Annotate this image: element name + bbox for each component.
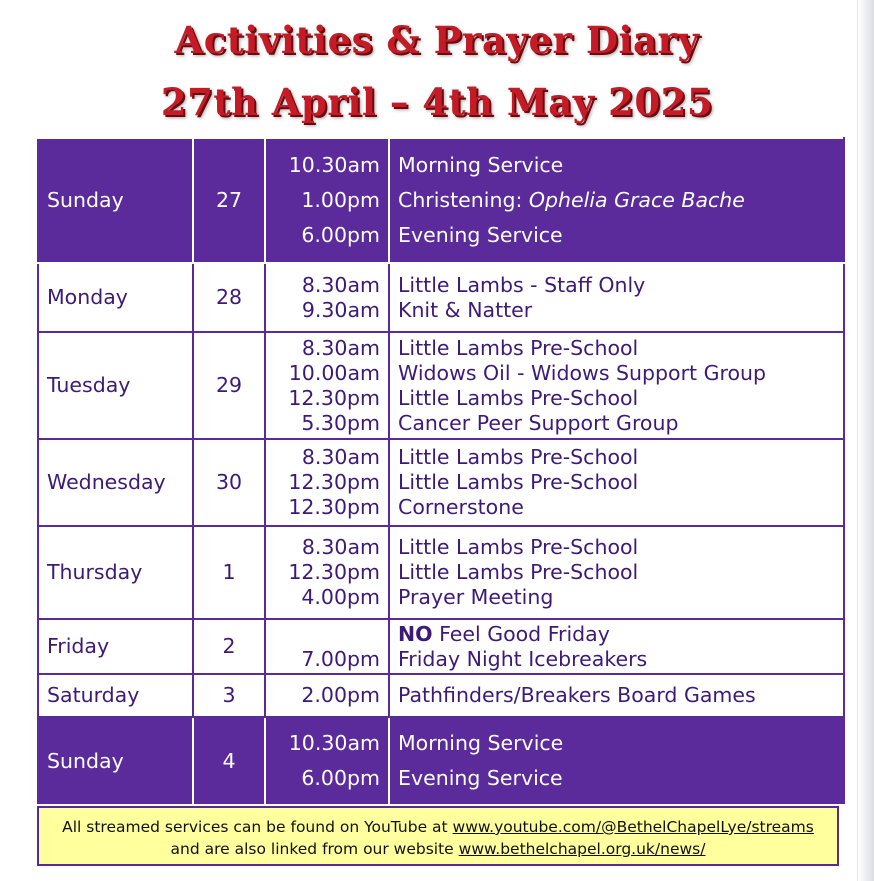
activity-entry: Little Lambs - Staff Only [398, 272, 646, 297]
time-entry: 8.30am [301, 335, 380, 360]
activity-entry: Little Lambs Pre-School [398, 445, 639, 469]
time-entry: 12.30pm [288, 560, 380, 584]
time-entry: 8.30am [301, 272, 380, 297]
time-cell [265, 619, 389, 674]
time-cell [265, 138, 389, 263]
footer-text-1: All streamed services can be found on YouTube at [62, 818, 453, 836]
table-row-tuesday-29 [38, 332, 844, 439]
activity-entry: Little Lambs Pre-School [398, 535, 639, 559]
date-cell: 28 [193, 263, 265, 332]
activity-entry: Little Lambs Pre-School [398, 335, 639, 360]
time-entry: 12.30pm [288, 470, 380, 494]
time-entry: 12.30pm [288, 495, 380, 519]
time-entry: 9.30am [301, 297, 380, 322]
activity-entry: Prayer Meeting [398, 585, 554, 609]
time-cell [265, 674, 389, 717]
activity-rest: Feel Good Friday [432, 621, 610, 646]
activity-entry: Cornerstone [398, 495, 524, 519]
time-entry: 7.00pm [301, 646, 380, 671]
diary-table [37, 137, 845, 806]
activity-cell [389, 717, 844, 805]
activity-entry: Friday Night Icebreakers [398, 646, 648, 671]
activity-entry: Pathfinders/Breakers Board Games [398, 683, 756, 707]
no-emphasis: NO [398, 621, 433, 646]
website-link[interactable]: www.bethelchapel.org.uk/news/ [458, 840, 706, 858]
time-entry: 2.00pm [301, 683, 380, 707]
date-cell: 29 [193, 332, 265, 439]
time-entry: 1.00pm [301, 188, 380, 212]
day-cell: Friday [38, 619, 193, 674]
date-cell: 27 [193, 138, 265, 263]
date-cell: 4 [193, 717, 265, 805]
date-cell: 1 [193, 526, 265, 619]
time-entry: 8.30am [301, 445, 380, 469]
time-cell [265, 332, 389, 439]
date-cell: 2 [193, 619, 265, 674]
time-entry: 10.00am [288, 360, 380, 385]
activity-entry [398, 183, 835, 218]
day-cell: Saturday [38, 674, 193, 717]
activity-cell [389, 526, 844, 619]
table-row-friday-2 [38, 619, 844, 674]
activity-entry: Morning Service [398, 731, 564, 755]
activity-cell [389, 439, 844, 526]
activity-entry: Evening Service [398, 223, 563, 247]
activity-cell [389, 619, 844, 674]
activity-entry: Morning Service [398, 153, 564, 177]
footer-text-2: and are also linked from our website [170, 840, 459, 858]
activity-cell [389, 138, 844, 263]
activity-entry: Cancer Peer Support Group [398, 410, 679, 435]
date-range-title: 27th April – 4th May 2025 [160, 80, 714, 124]
activity-cell [389, 332, 844, 439]
day-cell: Wednesday [38, 439, 193, 526]
page-edge [857, 0, 874, 881]
table-row-monday-28 [38, 263, 844, 332]
time-entry: 6.00pm [301, 766, 380, 790]
day-cell: Sunday [38, 138, 193, 263]
time-entry-empty [274, 622, 380, 647]
activity-prefix: Christening: [398, 188, 529, 212]
table-row-thursday-1 [38, 526, 844, 619]
time-cell [265, 439, 389, 526]
table-row-sunday-27 [38, 138, 844, 263]
streaming-note [37, 806, 839, 866]
youtube-link[interactable]: www.youtube.com/@BethelChapelLye/streams [452, 818, 814, 836]
activity-cell [389, 674, 844, 717]
christening-name: Ophelia Grace Bache [528, 188, 745, 212]
time-entry: 10.30am [288, 153, 380, 177]
day-cell: Monday [38, 263, 193, 332]
activity-entry: Little Lambs Pre-School [398, 560, 639, 584]
date-cell: 30 [193, 439, 265, 526]
day-cell: Tuesday [38, 332, 193, 439]
time-entry: 8.30am [301, 535, 380, 559]
time-entry: 10.30am [288, 731, 380, 755]
time-entry: 12.30pm [288, 385, 380, 410]
footer-line-2 [39, 838, 837, 860]
time-entry: 4.00pm [301, 585, 380, 609]
table-row-sunday-4 [38, 717, 844, 805]
time-entry: 6.00pm [301, 223, 380, 247]
date-cell: 3 [193, 674, 265, 717]
day-cell: Thursday [38, 526, 193, 619]
table-row-saturday-3 [38, 674, 844, 717]
time-entry: 5.30pm [301, 410, 380, 435]
time-cell [265, 526, 389, 619]
activity-entry: Little Lambs Pre-School [398, 385, 639, 410]
day-cell: Sunday [38, 717, 193, 805]
activity-cell [389, 263, 844, 332]
table-row-wednesday-30 [38, 439, 844, 526]
activity-entry [398, 622, 835, 647]
activity-entry: Little Lambs Pre-School [398, 470, 639, 494]
page-title: Activities & Prayer Diary [174, 18, 700, 62]
time-cell [265, 263, 389, 332]
footer-line-1 [39, 816, 837, 838]
time-cell [265, 717, 389, 805]
activity-entry: Knit & Natter [398, 297, 533, 322]
activity-entry: Evening Service [398, 766, 563, 790]
activity-entry: Widows Oil - Widows Support Group [398, 360, 766, 385]
